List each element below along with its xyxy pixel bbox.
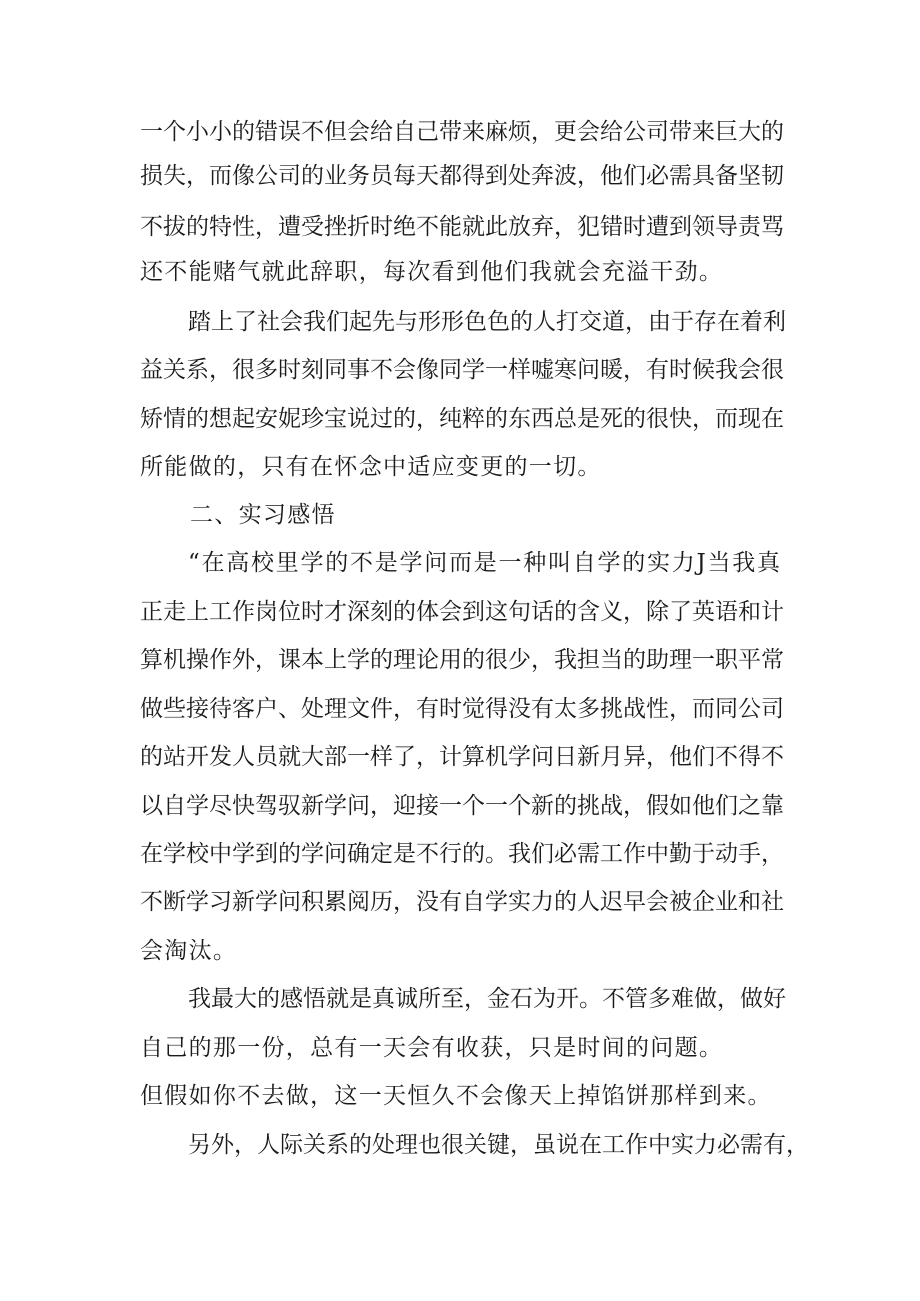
section-heading: 二、实习感悟: [190, 502, 336, 528]
text-line-12: 算机操作外，课本上学的理论用的很少，我担当的助理一职平常: [140, 647, 784, 673]
text-line-8: 所能做的，只有在怀念中适应变更的一切。: [140, 454, 602, 480]
paragraph-3-line-1: “在高校里学的不是学问而是一种叫自学的实力J当我真: [188, 550, 780, 576]
text-line-11: 正走上工作岗位时才深刻的体会到这句话的含义，除了英语和计: [140, 599, 784, 625]
paragraph-2-line-1: 踏上了社会我们起先与形形色色的人打交道，由于存在着利: [188, 309, 786, 335]
text-line-6: 益关系，很多时刻同事不会像同学一样嘘寒问暖，有时候我会很: [140, 357, 784, 383]
text-line-17: 不断学习新学问积累阅历，没有自学实力的人迟早会被企业和社: [140, 889, 784, 915]
text-line-3: 不拔的特性，遭受挫折时绝不能就此放弃，犯错时遭到领导责骂: [140, 214, 784, 240]
text-line-14: 的站开发人员就大部一样了，计算机学问日新月异，他们不得不: [140, 744, 784, 770]
text-line-15: 以自学尽快驾驭新学问，迎接一个一个新的挑战，假如他们之靠: [140, 793, 784, 819]
text-line-21: 但假如你不去做，这一天恒久不会像天上掉馅饼那样到来。: [140, 1083, 772, 1109]
paragraph-5-line-1: 另外，人际关系的处理也很关键，虽说在工作中实力必需有，: [188, 1132, 809, 1158]
text-line-4: 还不能赌气就此辞职，每次看到他们我就会充溢干劲。: [140, 259, 724, 285]
text-line-1: 一个小小的错误不但会给自己带来麻烦，更会给公司带来巨大的: [140, 119, 784, 145]
text-line-16: 在学校中学到的学问确定是不行的。我们必需工作中勤于动手，: [140, 841, 784, 867]
text-line-18: 会淘汰。: [140, 938, 238, 964]
paragraph-4-line-1: 我最大的感悟就是真诚所至，金石为开。不管多难做，做好: [188, 986, 786, 1012]
text-line-13: 做些接待客户、处理文件，有时觉得没有太多挑战性，而同公司: [140, 696, 784, 722]
text-line-7: 矫情的想起安妮珍宝说过的，纯粹的东西总是死的很快，而现在: [140, 406, 784, 432]
text-line-20: 自己的那一份，总有一天会有收获，只是时间的问题。: [140, 1035, 724, 1061]
text-line-2: 损失，而像公司的业务员每天都得到处奔波，他们必需具备坚韧: [140, 163, 784, 189]
